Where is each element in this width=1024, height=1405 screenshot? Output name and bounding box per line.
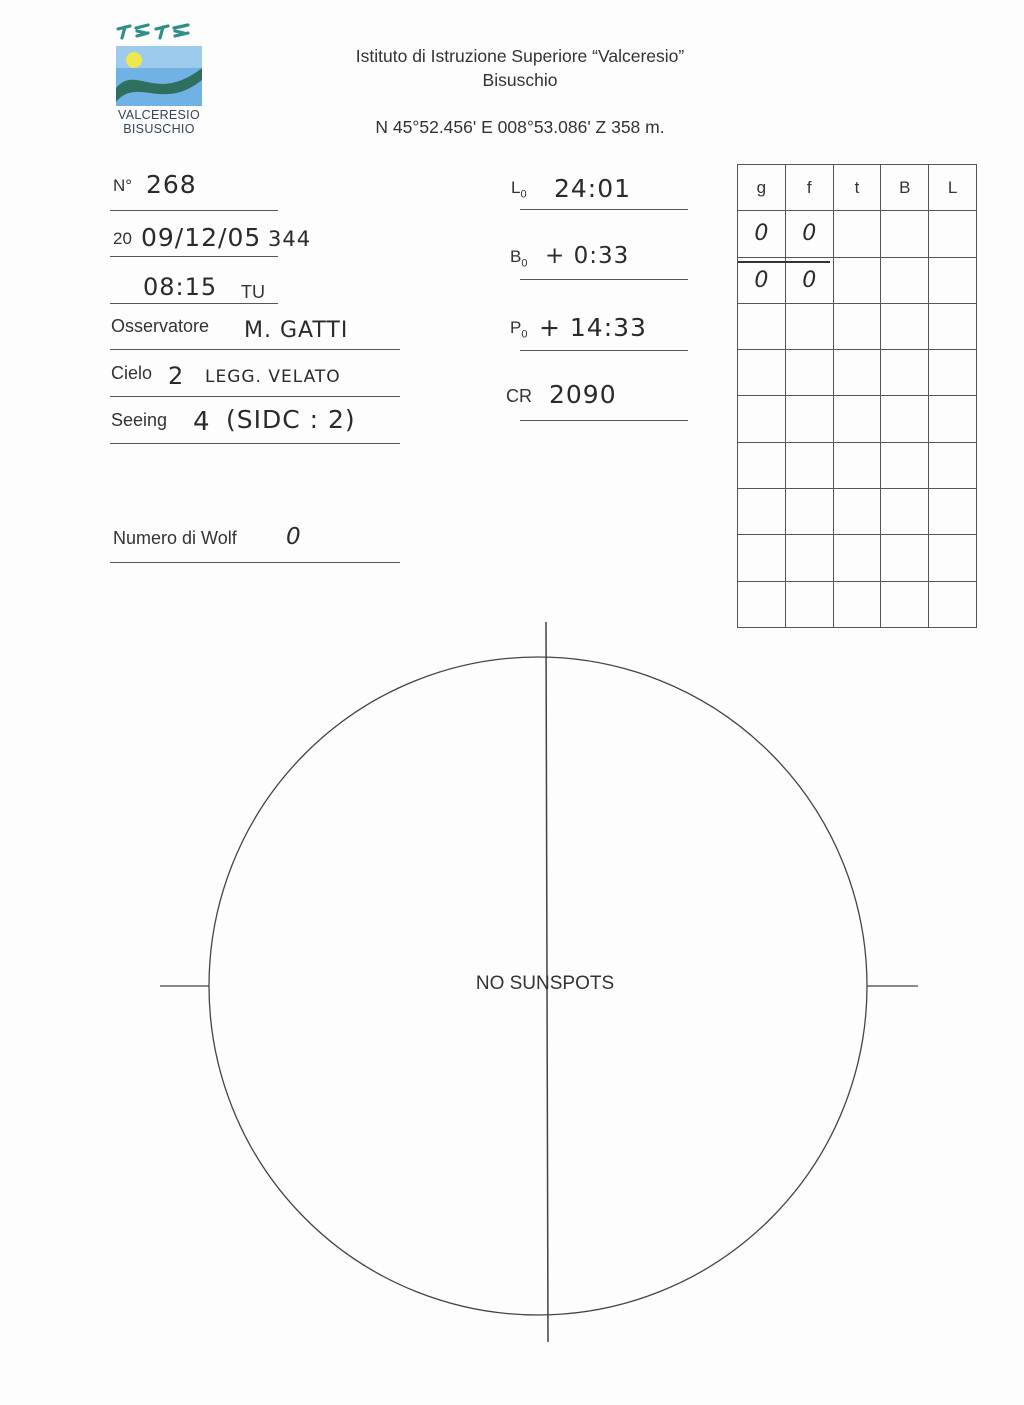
sky-value: 2 <box>168 362 185 390</box>
observatory-coordinates: N 45°52.456' E 008°53.086' Z 358 m. <box>375 117 665 137</box>
wolf-number-value: 0 <box>286 524 302 550</box>
logo-name-line2: BISUSCHIO <box>123 122 195 136</box>
grid-header-b: B <box>881 165 929 211</box>
logo-name-line1: VALCERESIO <box>118 108 200 122</box>
cr-value: 2090 <box>549 380 617 409</box>
grid-header-t: t <box>833 165 881 211</box>
grid-header-f: f <box>785 165 833 211</box>
observer-label: Osservatore <box>111 316 210 336</box>
wolf-number-label: Numero di Wolf <box>113 528 237 548</box>
grid-cell-g: 0 <box>738 211 786 257</box>
p0-label-sub: 0 <box>521 328 528 341</box>
time-value: 08:15 <box>143 273 218 301</box>
date-value: 09/12/05 <box>141 223 262 252</box>
observer-value: M. GATTI <box>244 318 349 343</box>
l0-value: 24:01 <box>554 174 632 203</box>
seeing-note: (SIDC : 2) <box>226 405 356 434</box>
l0-label-letter: L <box>511 178 521 197</box>
grid-header-l: L <box>929 165 977 211</box>
b0-label-sub: 0 <box>521 257 528 270</box>
grid-header-g: g <box>738 165 786 211</box>
sky-note: LEGG. VELATO <box>205 367 341 387</box>
p0-value: + 14:33 <box>539 313 647 342</box>
p0-label-letter: P <box>510 318 522 337</box>
date-prefix: 20 <box>113 229 132 248</box>
institute-town: Bisuschio <box>482 70 558 90</box>
seeing-label: Seeing <box>111 410 168 430</box>
sky-label: Cielo <box>111 363 153 383</box>
day-of-year-value: 344 <box>268 227 312 251</box>
number-value: 268 <box>146 170 197 199</box>
institute-name: Istituto di Istruzione Superiore “Valceresio” <box>355 46 685 66</box>
time-suffix: TU <box>241 282 265 302</box>
number-label: N° <box>113 176 133 195</box>
b0-value: + 0:33 <box>545 243 630 269</box>
cr-label: CR <box>506 386 532 406</box>
grid-cell-f: 0 <box>785 257 833 303</box>
no-sunspots-note: NO SUNSPOTS <box>475 973 615 994</box>
grid-cell-g: 0 <box>738 257 786 303</box>
b0-label-letter: B <box>510 247 522 266</box>
grid-cell-f: 0 <box>785 211 833 257</box>
l0-label-sub: 0 <box>520 188 527 201</box>
seeing-value: 4 <box>193 407 211 437</box>
